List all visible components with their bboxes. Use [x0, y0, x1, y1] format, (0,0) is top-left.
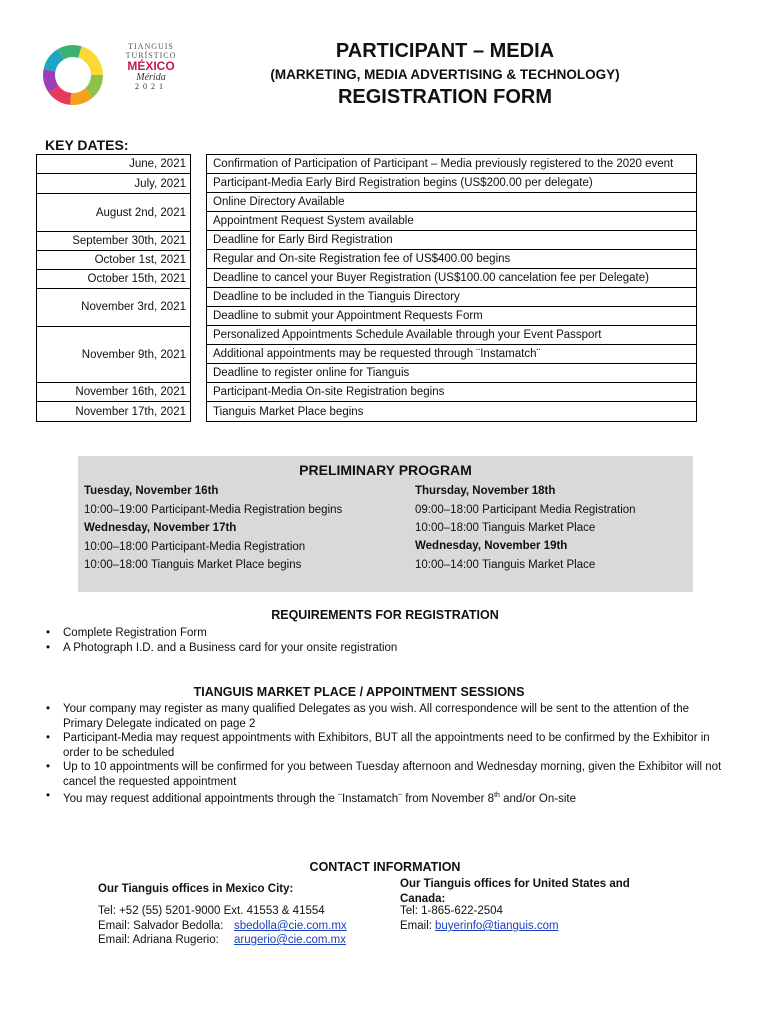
date-cell: October 1st, 2021 — [37, 251, 190, 270]
date-cell: July, 2021 — [37, 174, 190, 194]
list-item: • Complete Registration Form — [46, 626, 726, 641]
email-link-buyerinfo[interactable]: buyerinfo@tianguis.com — [435, 920, 559, 932]
event-cell: Deadline to submit your Appointment Requests Form — [207, 307, 696, 326]
program-left-line: 10:00–18:00 Tianguis Market Place begins — [84, 559, 302, 571]
date-cell: November 17th, 2021 — [75, 405, 186, 418]
event-cell: Regular and On-site Registration fee of US$400.00 begins — [207, 250, 696, 269]
mexico-office-email-label: Email: Adriana Rugerio: — [98, 934, 219, 946]
logo-country: MÉXICO — [127, 59, 175, 73]
page-title: PARTICIPANT – MEDIA — [335, 40, 555, 62]
program-right-line: 10:00–14:00 Tianguis Market Place — [415, 559, 596, 571]
event-cell: Additional appointments may be requested through ¨Instamatch¨ — [207, 345, 696, 364]
program-left-line: Tuesday, November 16th — [84, 485, 219, 497]
logo-wordmark — [116, 42, 186, 91]
key-events-column — [206, 154, 697, 422]
logo-city: Mérida — [136, 72, 166, 83]
date-cell: August 2nd, 2021 — [37, 194, 190, 232]
logo-line1: TIANGUIS — [128, 42, 174, 51]
list-item: • A Photograph I.D. and a Business card for your onsite registration — [46, 641, 726, 656]
logo-year: 2021 — [135, 82, 167, 91]
event-cell: Participant-Media Early Bird Registration begins (US$200.00 per delegate) — [207, 174, 696, 193]
date-cell: November 9th, 2021 — [37, 327, 190, 383]
logo-line2: TURÍSTICO — [125, 51, 177, 60]
key-dates-column — [36, 154, 191, 422]
date-cell: November 3rd, 2021 — [37, 289, 190, 327]
preliminary-program — [78, 456, 693, 592]
us-canada-office-phone: Tel: 1-865-622-2504 — [400, 905, 503, 917]
program-right-line: 10:00–18:00 Tianguis Market Place — [415, 522, 596, 534]
market-place-list — [46, 702, 726, 806]
program-right-line: 09:00–18:00 Participant Media Registration — [415, 504, 636, 516]
program-right-line: Thursday, November 18th — [415, 485, 556, 497]
event-cell: Confirmation of Participation of Participant – Media previously registered to the 2020 event — [207, 155, 696, 174]
logo-ring-icon — [40, 42, 110, 108]
event-cell: Deadline to be included in the Tianguis Directory — [207, 288, 696, 307]
event-cell: Appointment Request System available — [207, 212, 696, 231]
event-cell: Deadline to register online for Tianguis — [207, 364, 696, 383]
event-cell: Online Directory Available — [207, 193, 696, 212]
list-item: • Participant-Media may request appointments with Exhibitors, BUT all the appointments need to be confirmed by the Exhibitor in order to be scheduled — [46, 731, 726, 760]
ordinal-suffix: th — [494, 792, 500, 799]
event-cell: Personalized Appointments Schedule Available through your Event Passport — [207, 326, 696, 345]
email-link-sbedolla[interactable]: sbedolla@cie.com.mx — [234, 920, 347, 932]
mexico-office-email-label: Email: Salvador Bedolla: — [98, 920, 224, 932]
date-cell: September 30th, 2021 — [37, 232, 190, 251]
email-link-arugerio[interactable]: arugerio@cie.com.mx — [234, 934, 347, 946]
event-cell: Tianguis Market Place begins — [213, 405, 364, 418]
us-canada-office-title: Our Tianguis offices for United States and Canada: — [400, 878, 630, 905]
contact-title: CONTACT INFORMATION — [309, 860, 461, 874]
mexico-office-title: Our Tianguis offices in Mexico City: — [98, 883, 294, 895]
program-left-line: Wednesday, November 17th — [84, 522, 237, 534]
date-cell: October 15th, 2021 — [37, 270, 190, 289]
market-place-title: TIANGUIS MARKET PLACE / APPOINTMENT SESSIONS — [193, 685, 525, 699]
event-cell: Participant-Media On-site Registration begins — [207, 383, 696, 402]
date-cell: June, 2021 — [37, 155, 190, 174]
requirements-list — [46, 626, 726, 655]
event-cell: Deadline to cancel your Buyer Registration (US$100.00 cancelation fee per Delegate) — [207, 269, 696, 288]
date-cell: November 16th, 2021 — [37, 383, 190, 402]
event-cell: Deadline for Early Bird Registration — [207, 231, 696, 250]
instamatch-text-end: and/or On-site — [499, 792, 576, 805]
program-right-line: Wednesday, November 19th — [415, 540, 568, 552]
requirements-title: REQUIREMENTS FOR REGISTRATION — [271, 608, 499, 622]
list-item — [46, 789, 726, 806]
program-title: PRELIMINARY PROGRAM — [299, 462, 472, 478]
instamatch-text: You may request additional appointments through the ¨Instamatch¨ from November 8 — [63, 792, 495, 805]
program-left-line: 10:00–18:00 Participant-Media Registration — [84, 541, 306, 553]
page-subtitle: (MARKETING, MEDIA ADVERTISING & TECHNOLOGY) — [270, 67, 620, 82]
program-left-line: 10:00–19:00 Participant-Media Registration begins — [84, 504, 343, 516]
list-item: • Your company may register as many qualified Delegates as you wish. All correspondence will be sent to the attention of the Primary Delegate indicated on page 2 — [46, 702, 726, 731]
mexico-office-phone: Tel: +52 (55) 5201-9000 Ext. 41553 & 41554 — [98, 905, 325, 917]
form-title: REGISTRATION FORM — [337, 86, 553, 108]
list-item: • Up to 10 appointments will be confirmed for you between Tuesday afternoon and Wednesday morning, given the Exhibitor will not cancel the requested appointment — [46, 760, 726, 789]
tianguis-logo — [40, 42, 180, 108]
key-dates-title: KEY DATES: — [45, 137, 129, 153]
us-canada-email-label: Email: — [400, 920, 432, 932]
